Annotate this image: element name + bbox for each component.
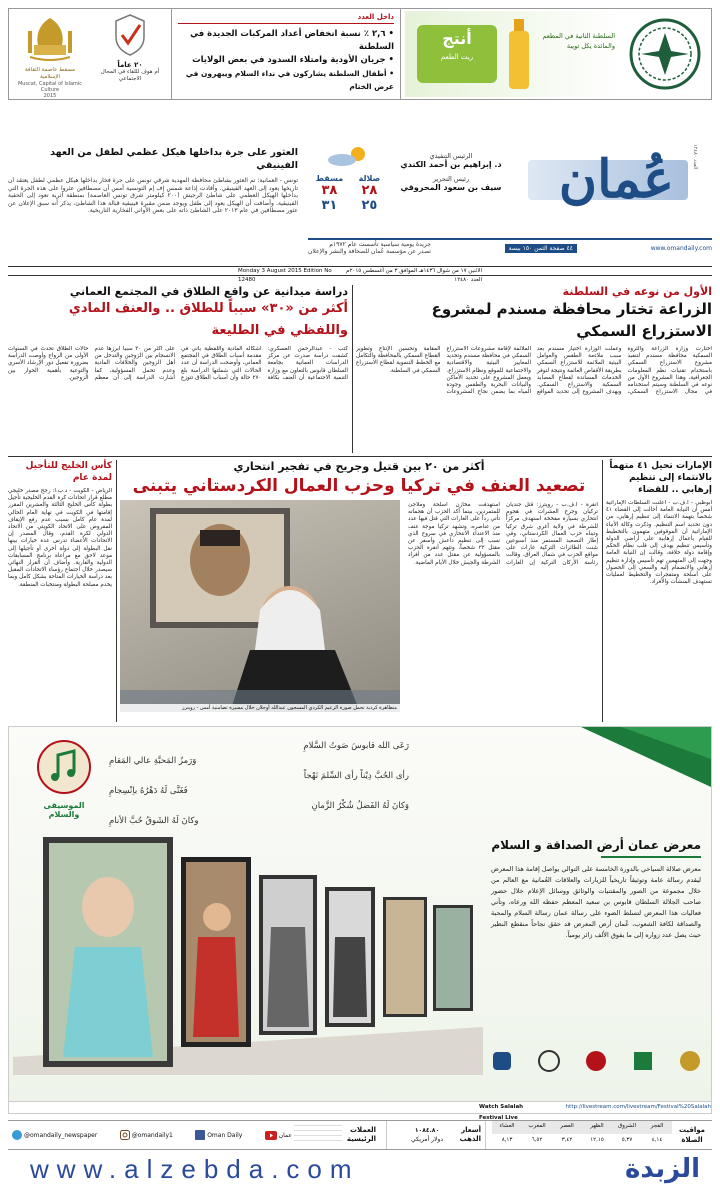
award-caption: أم هوف لللقاء في المجال الاجتماعي — [100, 69, 160, 82]
social-youtube[interactable]: عمان — [265, 1131, 292, 1140]
sponsor-logo-icon — [679, 1050, 701, 1072]
gulf-cup-body: الرياض - الكويت - د.ب.أ: رجح مصدر خليجي مطلع قرار اتحادات كرة القدم الخليجية تأجيل بطولة كأس الخليج الثالثة والعشرين المقرر إقامتها في الكويت في نهاية العام الحالي لمدة عام كامل بسبب عدم رفع الإيقاف المفروض على الاتحاد الكويتي من الاتحاد الدولي لكرة القدم، وقال المصدر إن الاتحادات الأعضاء تدرس عدة خيارات بينها نقل البطولة إلى دولة أخرى أو تأجيلها إلى موعد لاحق مع مراعاة برنامج المسابقات الدولية والقارية. وأضاف أن القرار النهائي سيصدر خلال اجتماع رؤساء الاتحادات المقبل بعد دراسة الخيارات المتاحة بشكل كامل وبما يخدم مصلحة البطولة ومنتخبات المنطقة. — [8, 488, 112, 588]
protester-photo-icon — [120, 500, 400, 712]
gold-unit: دولار أمريكي — [411, 1136, 443, 1143]
column-divider — [116, 460, 117, 722]
culture-capital-emblem — [15, 13, 85, 97]
issue-vertical: العدد ١٢٤٨٠ — [692, 144, 698, 170]
website[interactable]: www.omandaily.com — [650, 244, 712, 252]
instagram-icon — [120, 1130, 130, 1140]
social-facebook[interactable]: Oman Daily — [195, 1130, 242, 1140]
livestream-label: Watch Salalah Festival Live — [479, 1104, 524, 1121]
founded-note: جريدة يومية سياسية تأسست عام ١٩٧٢م — [329, 241, 431, 248]
prayer-name: العشاء — [492, 1121, 522, 1134]
weather-city: صلالة ٢٨ ٢٥ — [358, 174, 381, 213]
divorce-story — [8, 285, 348, 455]
fisheries-story — [356, 285, 712, 455]
gold-price: ١٠٨٤.٨٠ — [414, 1127, 440, 1134]
prayer-name: الظهر — [582, 1121, 612, 1134]
site-url[interactable]: www.alzebda.com — [30, 1154, 360, 1184]
product-promo-ad — [405, 11, 621, 97]
promo-sub: ريت الطعم — [440, 53, 474, 61]
promo-title: أنتج — [442, 29, 472, 48]
turkey-kicker: أكثر من ٢٠ بين قتيل وجريح في تفجير انتحاري — [233, 460, 485, 473]
livestream-url[interactable]: http://livestream.com/livestream/Festival%20Salalah — [565, 1104, 711, 1110]
twitter-icon — [12, 1130, 22, 1140]
poem-line: وَكانَ لَهُ الفَضلُ شُكْرُ الزَّمانِ — [311, 801, 409, 811]
top-story-title[interactable]: العثور على جرة بداخلها هيكل عظمي لطفل من العهد الفينيقي — [50, 147, 298, 171]
prayer-title: مواقيت الصلاة — [679, 1126, 705, 1144]
bottom-bar — [8, 1120, 712, 1150]
inside-label: داخل العدد — [178, 13, 394, 24]
mosque-icon — [20, 13, 80, 63]
prayer-time: ٣,٤٢ — [561, 1137, 573, 1143]
divorce-body: كتب - عبدالرحمن العسكري: كشفت دراسة صدرت عن مركز الدراسات العمانية بجامعة السلطان قابوس بالتعاون مع وزارة التنمية الاجتماعية أن العنف بكافة أشكاله المادية واللفظية يأتي في مقدمة أسباب الطلاق في المجتمع العماني، وأوضحت الدراسة أن عدد الحالات التي شملتها الدراسة بلغ ٢٧٠ حالة وأن أسباب الطلاق تتوزع على أكثر من ٣٠ سبباً أبرزها عدم الانسجام بين الزوجين والتدخل من أهل الزوجين والخلافات المادية وعدم تحمل المسؤولية، كما أشارت الدراسة إلى أن معظم حالات الطلاق تحدث في السنوات الأولى من الزواج وأوصت الدراسة بضرورة تفعيل دور الإرشاد الأسري والتوعية بأهمية الحوار بين الزوجين. — [8, 346, 348, 381]
fisheries-title[interactable]: الزراعة تختار محافظة مسندم لمشروع الاستزراع السمكي — [431, 300, 712, 340]
gulf-cup-title[interactable]: كأس الخليج للتأجيل لمدة عام — [25, 461, 112, 483]
exhibition-text — [491, 837, 701, 1047]
publisher-note: تصدر عن مؤسسة عُمان للصحافة والنشر والإعلان — [308, 248, 431, 255]
fisheries-body: اختارت وزارة الزراعة والثروة السمكية محافظة مسندم لتنفيذ مشروع الاستزراع السمكي باستخدام تقنيات نظم المعلومات الجغرافية، وهذا المشروع الأول من نوعه في السلطنة وسيتم استخدامه في مجال الاستزراع السمكي، وعملت الوزارة اختيار مسندم بعد سبب ملاءمة الطقس والعوامل البيئية الملائمة للاستزراع السمكي بطريقة الأقفاص العائمة ونتيجة لتوفر الخدمات المساندة لقطاع المصايد السمكية والاستزراع السمكي. ويهدف المشروع إلى تحديد المواقع الملائمة لإقامة مشروعات الاستزراع السمكي في محافظة مسندم وتحديد المعايير البيئية والاقتصادية والاجتماعية للموقع ونظام الاستزراع. ويعمل المشروع على تحديد الأماكن والبيانات البحرية والطقس وجودة المياه بما يضمن نجاح المشروعات المقامة وتحسين الإنتاج وتطوير القطاع السمكي بالمحافظة والتكامل مع الخطط التنموية لقطاع الاستزراع السمكي في السلطنة. — [356, 346, 712, 396]
site-footer — [0, 1152, 720, 1193]
date-english: Monday 3 August 2015 Edition No 12480 — [238, 268, 332, 283]
logo-text: عُمان — [558, 149, 674, 210]
social-twitter[interactable]: @omandaily_newspaper — [12, 1130, 97, 1140]
social-links — [12, 1121, 292, 1149]
editor-name: سيف بن سعود المحروقي — [400, 183, 502, 192]
prayer-name: الشروق — [612, 1121, 642, 1134]
prayer-name: الفجر — [642, 1121, 672, 1134]
uae-story — [606, 460, 712, 722]
exhibition-title[interactable]: معرض عمان أرض الصداقة و السلام — [491, 838, 701, 852]
sponsor-logos — [491, 1049, 701, 1073]
pages-price: ٤٤ صفحة الثمن ١٥٠ بيسة — [505, 244, 577, 253]
prayer-time: ٦,٥٢ — [531, 1137, 543, 1143]
gulf-cup-story — [8, 460, 112, 722]
music-note-icon — [34, 737, 94, 797]
ceo-label: الرئيس التنفيذي — [429, 152, 473, 160]
ministry-seal — [627, 15, 703, 93]
currency-title: العملات الرئيسية — [346, 1126, 376, 1143]
exhibition-ad — [8, 726, 712, 1121]
prayer-time: ٤,١٤ — [651, 1137, 663, 1143]
top-story-body: تونس - العمانية: تم العثور بشاطئ محافظة المهدية شرقي تونس على جرة فخار بداخلها هيكل عظمي لطفل يعتقد أن تاريخها يعود إلى العهد الفينيقي. وأفادت إذاعة شمس إف إم التونسية أمس أن مصطافين عثروا على هذه الجرة التي بداخلها الهيكل العظمي على شاطئ الرجيش (٢٠٠ كيلومتر شرق تونس العاصمة) بمنطقة أثرية تعود إلى الحقبة الفينيقية. وأضافت أن الهيكل يعود إلى طفل ويوجد ضمن مقبرة فينيقية قبالة هذا الشاطئ، يذكر أنه سبق الإعلان عن عثور مصطافين في عام ٢٠١٣ على الشاطئ ذاته على بعض الأواني الفخارية التاريخية. — [8, 177, 298, 214]
column-divider — [352, 285, 353, 453]
emblem-sub: Muscat, Capital of Islamic Culture — [17, 81, 83, 93]
top-ad-strip — [8, 8, 712, 100]
award-ad — [93, 13, 167, 97]
divorce-kicker: دراسة ميدانية عن واقع الطلاق في المجتمع العماني — [69, 285, 348, 298]
social-instagram[interactable]: @omandaily1 — [120, 1130, 173, 1140]
fisheries-kicker: الأول من نوعه في السلطنة — [562, 285, 712, 298]
inside-headline[interactable]: • جريان الأودية وامتلاء السدود في بعض الولايات — [192, 55, 394, 65]
music-peace-badge — [29, 737, 99, 827]
inside-issue-box — [171, 9, 401, 99]
sponsor-logo-icon — [632, 1050, 654, 1072]
turkey-title[interactable]: تصعيد العنف في تركيا وحزب العمال الكردستاني يتبنى — [132, 476, 586, 496]
emblem-caption: مسقط عاصمة الثقافة الإسلامية — [24, 67, 75, 80]
ceo-name: د. إبراهيم بن أحمد الكندي — [400, 160, 502, 169]
poem-line: فَغَنَّى لَهُ دَهْرُهُ باِنْسِجامِ — [109, 786, 188, 796]
bottle-icon — [505, 17, 533, 91]
emblem-year: 2015 — [43, 93, 57, 99]
sun-cloud-icon — [318, 144, 378, 168]
date-arabic: الاثنين ١٧ من شوال ١٤٣٦هـ الموافق ٣ من أغسطس ٢٠١٥م العدد ١٢٤٨٠ — [346, 268, 482, 283]
prayer-time: ٨,١٣ — [501, 1137, 513, 1143]
prayer-time: ١٢,١٥ — [590, 1137, 604, 1143]
turkey-photo — [120, 500, 400, 712]
exhibition-gallery — [13, 817, 483, 1075]
poem-line: رأى الحُبَّ دِيْناً رأى السِّلمَ نَهْجاً — [303, 771, 409, 781]
sponsor-logo-icon — [585, 1050, 607, 1072]
column-divider — [602, 460, 603, 722]
masthead-info-strip — [308, 238, 712, 256]
exhibition-body: معرض صلالة السياحي بالدورة الخامسة على التوالي يواصل إقامة هذا المعرض ليقدم رسالة عامة وتوثيقاً تاريخياً للزيارات والعلاقات العُمانية مع العالم من خلال مجموعة من الصور والمقتنيات والوثائق ووسائل الإعلام خلال حضور صاحب الجلالة السلطان قابوس بن سعيد المعظم حفظه الله ورعاه، وتأتي فعاليات هذا المعرض لتسلط الضوء على رسالة عمان رسالة السلام والمحبة والصداقة لكافة الشعوب، عُمان أرض المعرض قد حقق نجاحاً منقطع النظير حيث يصل عدد زواره إلى ما يفوق الألف زائر يومياً. — [491, 865, 701, 939]
gold-title: أسعار الذهب — [459, 1126, 481, 1143]
turkey-story — [120, 460, 598, 722]
turkey-body: أنقرة - أ.ف.ب - رويترز: قتل جنديان تركيان وجرح العشرات في هجوم انتحاري بسيارة مفخخة استهدف مركزاً للشرطة في ولاية آغري شرق تركيا وتبناه حزب العمال الكردستاني، وفي إطار التصعيد المستمر منذ أسبوعين شنت الطائرات التركية غارات على مواقع الحزب في شمال العراق. وقالت رئاسة الأركان التركية إن الغارات استهدفت مخازن أسلحة وملاجئ للمتمردين، بينما أكد الحزب أن هجماته تأتي رداً على الغارات التي قتل فيها عدد من عناصره، وتشهد تركيا موجة عنف منذ الاعتداء الانتحاري في سروج الذي نسب إلى تنظيم داعش وأسفر عن مقتل ٣٢ شخصاً، وتتهم أنقرة الحزب بالمسؤولية عن مقتل عدد من أفراد الشرطة والجيش خلال الأيام الماضية. — [408, 502, 598, 566]
staff-box — [396, 152, 506, 232]
exhibition-footer — [9, 1101, 711, 1121]
prayer-name: العصر — [552, 1121, 582, 1134]
uae-body: أبوظبي - أ.ف.ب - أعلنت السلطات الإماراتية أمس أن النيابة العامة أحالت إلى القضاء ٤١ شخصاً بتهمة الانتماء إلى تنظيم إرهابي، من دون تحديد اسم التنظيم. وذكرت وكالة الأنباء الإماراتية أن الموقوفين متهمون بالتخطيط للقيام بأعمال إرهابية على أراضي الدولة وتأسيس تنظيم يهدف إلى قلب نظام الحكم وإقامة دولة خلافة، وقالت إن النيابة العامة وجهت إلى المتهمين تهم تأسيس وإدارة تنظيم إرهابي والانضمام إليه والسعي إلى الحصول على أسلحة ومتفجرات والتخطيط لعمليات تستهدف المنشآت والأفراد. — [606, 500, 712, 586]
poem-line: وكانَ لَهُ الشَوقُ حُبَّ الأنامِ — [109, 816, 199, 826]
inside-headline[interactable]: • أطفال السلطنة يشاركون في نداء السلام ويبهرون في عرض الختام — [185, 69, 394, 91]
poem-line: رَعَى الله قابوسَ صَوتُ السَّلامِ — [303, 741, 409, 751]
badge-text: الموسيقى والسلام — [43, 801, 85, 819]
weather-city: مسقط ٣٨ ٣١ — [315, 174, 344, 213]
editor-label: رئيس التحرير — [432, 175, 470, 183]
date-line — [8, 266, 712, 283]
sponsor-logo-icon — [491, 1050, 513, 1072]
seal-icon — [627, 15, 703, 93]
award-years: ٢٠ عاماً — [117, 61, 143, 69]
facebook-icon — [195, 1130, 205, 1140]
inside-headline[interactable]: • ٢,٦ ٪ نسبة انخفاض أعداد المركبات الجديدة في السلطنة — [190, 29, 394, 52]
youtube-icon — [265, 1131, 277, 1140]
row-divider — [8, 456, 712, 457]
poem-line: وَرَمزُ المَحبَّةِ عالي المَقامِ — [109, 756, 197, 766]
prayer-time: ٥,٣٧ — [621, 1137, 633, 1143]
checkmark-award-icon — [110, 13, 150, 57]
divorce-title[interactable]: أكثر من «٣٠» سبباً للطلاق .. والعنف المادي واللفظي في الطليعة — [68, 301, 348, 338]
currency-box — [290, 1121, 380, 1149]
prayer-name: المغرب — [522, 1121, 552, 1134]
top-story — [8, 146, 298, 246]
sponsor-logo-icon — [538, 1050, 560, 1072]
prayer-times — [492, 1121, 712, 1149]
photo-caption: متظاهرة كردية تحمل صورة الزعيم الكردي المسجون عبدالله أوجلان خلال مسيرة تضامنية أمس - رويترز — [120, 704, 400, 712]
uae-title[interactable]: الإمارات تحيل ٤١ متهماً بالانتماء إلى تنظيم إرهابي .. للقضاء — [609, 461, 712, 495]
gold-prices — [386, 1121, 486, 1149]
green-ribbon-icon — [581, 727, 711, 787]
gallery-photo — [13, 817, 483, 1075]
weather-box — [308, 144, 388, 240]
site-logo[interactable]: الزبدة — [625, 1154, 700, 1184]
promo-caption: السلطنة الثانية في المطعم والمائدة يكل ثويبة — [542, 32, 615, 50]
masthead — [8, 140, 712, 258]
newspaper-logo[interactable] — [512, 140, 698, 236]
